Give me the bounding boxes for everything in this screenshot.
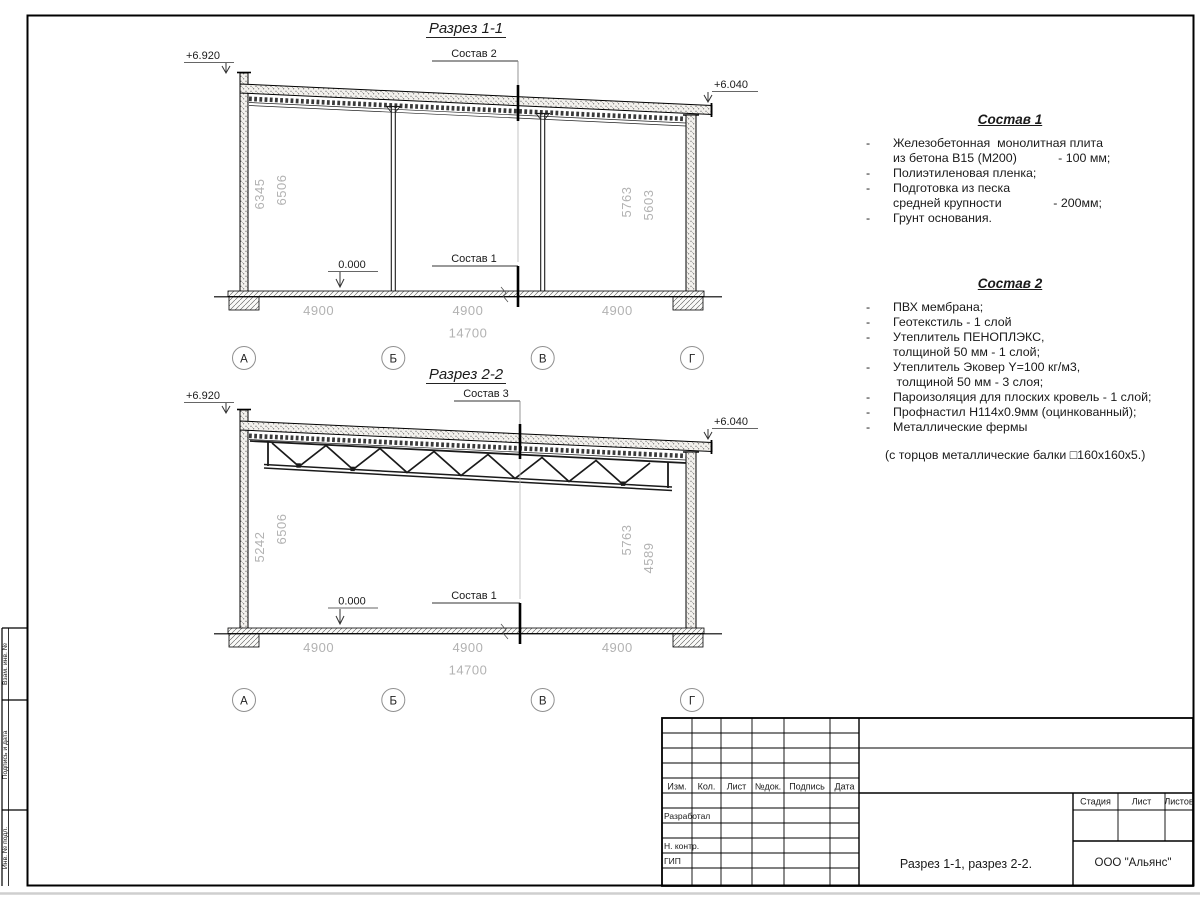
right-wall [683,452,699,633]
zero-level-mark [328,259,378,287]
axis-letter: Г [688,353,696,366]
note-line [845,330,1175,345]
composition-1-notes [845,112,1175,226]
dim-label: 5763 [619,524,634,556]
right-wall [683,115,699,297]
stamp-col-podpis: Подпись [789,781,825,792]
side-label: Подпись и дата [2,730,9,780]
foundation-pad [673,297,703,310]
span-dim: 4900 [601,640,633,655]
note-line [845,181,1175,196]
interior-column-b [386,107,401,292]
span-dim: 4900 [303,303,335,318]
note-line [845,360,1175,375]
stamp-company: ООО "Альянс" [1094,857,1172,869]
bullet-dash [845,375,893,390]
note-text: Пароизоляция для плоских кровель - 1 слой; [893,390,1152,404]
note-line [845,300,1175,315]
elevation-value: +6.920 [186,390,220,402]
note-line [845,166,1175,181]
foundation-pad [229,297,259,310]
note-text: Утеплитель ПЕНОПЛЭКС, [893,330,1045,344]
axis-letter: Б [389,353,398,366]
axis-bubbles [233,689,704,712]
stamp-row-nkontr: Н. контр. [664,841,700,851]
stamp-col-izm: Изм. [667,781,687,792]
note-line [845,420,1175,435]
composition-leaders [432,48,518,307]
note-text: Железобетонная монолитная плита [893,136,1103,150]
level-value: 0.000 [338,595,366,608]
composition-1-title: Состав 1 [977,112,1043,127]
note-text: Подготовка из песка [893,181,1011,195]
zero-level-mark [328,596,378,625]
leader-label: Состав 1 [451,590,497,602]
composition-leaders [432,388,520,644]
note-text: Профнастил Н114х0.9мм (оцинкованный); [893,405,1137,419]
note-text: Грунт основания. [893,211,992,225]
bullet-dash: - [866,420,871,434]
note-line [845,390,1175,405]
dim-label: 5763 [619,186,634,218]
leader-label: Состав 1 [451,253,497,265]
dim-label: 5603 [641,189,656,221]
stamp-col-list: Лист [726,781,747,792]
level-value: 0.000 [338,259,366,271]
axis-letter: В [538,353,547,366]
note-text: толщиной 50 мм - 1 слой; [893,345,1041,359]
span-dim: 4900 [452,640,484,655]
axis-letter: А [240,353,248,366]
steel-truss [250,441,686,491]
bullet-dash: - [866,405,871,419]
section-2-2 [184,366,758,712]
total-dim: 14700 [448,325,488,341]
bullet-dash [845,151,893,166]
elevation-mark-right [704,416,758,439]
foundation-pad [673,634,703,647]
gusset [297,464,300,467]
bullet-dash: - [866,166,871,180]
stamp-col-ndok: №док. [754,781,782,792]
note-text: Геотекстиль - 1 слой [893,315,1012,329]
roof-slab [240,84,712,126]
horizontal-dimensions [238,299,698,346]
axis-letter: А [240,695,248,708]
bullet-dash: - [866,300,871,314]
axis-letter: Г [688,695,696,708]
title-block [662,718,1194,886]
note-text: Металлические фермы [893,420,1028,434]
bullet-dash: - [866,330,871,344]
bullet-dash: - [866,315,871,329]
note-line [845,448,1175,463]
interior-column-v [535,114,550,292]
bullet-dash: - [866,211,871,225]
span-dim: 4900 [303,640,335,655]
composition-2-notes [845,276,1175,463]
note-line [845,136,1175,151]
note-line [845,405,1175,420]
note-line [845,345,1175,360]
bullet-dash [845,448,885,463]
note-line [845,196,1175,211]
side-label: Инв. № подл. [2,826,9,870]
foundation-pad [229,634,259,647]
stamp-sheets-header: Листов [1164,796,1194,807]
dim-label: 6506 [274,174,289,206]
leader-label: Состав 3 [463,388,509,400]
note-text: средней крупности - 200мм; [893,196,1102,210]
stamp-sheet-header: Лист [1131,796,1152,807]
elevation-value: +6.040 [714,79,748,91]
dim-label: 4589 [641,542,656,574]
dim-label: 6345 [252,178,267,210]
stamp-stage-header: Стадия [1080,796,1111,807]
note-text: Полиэтиленовая пленка; [893,166,1037,180]
note-line [845,315,1175,330]
section-1-1 [184,20,758,370]
elevation-mark-left [184,390,234,413]
axis-letter: Б [389,695,398,708]
bullet-dash [845,345,893,360]
axis-letter: В [538,695,547,708]
note-line [845,151,1175,166]
elevation-mark-left [184,50,234,73]
roof-slab [240,421,712,460]
note-text: из бетона В15 (М200) - 100 мм; [893,151,1111,165]
dim-label: 5242 [252,531,267,563]
left-wall [237,410,251,634]
note-text: (с торцов металлические балки □160х160х5.) [885,448,1146,462]
note-line [845,211,1175,226]
bullet-dash: - [866,360,871,374]
elevation-value: +6.920 [186,50,220,62]
left-margin-stamp [2,628,27,886]
bullet-dash: - [866,390,871,404]
elevation-value: +6.040 [714,416,748,428]
note-text: толщиной 50 мм - 3 слоя; [893,375,1044,389]
stamp-col-kol: Кол. [697,781,716,792]
note-text: Утеплитель Эковер Y=100 кг/м3, [893,360,1081,374]
left-wall [237,73,251,298]
span-dim: 4900 [452,303,484,318]
stamp-doc-title: Разрез 1-1, разрез 2-2. [899,857,1033,871]
stamp-row-razrabotal: Разработал [664,811,711,821]
note-line [845,375,1175,390]
stamp-row-gip: ГИП [664,856,681,866]
bullet-dash [845,196,893,211]
gusset [621,482,624,485]
dim-label: 6506 [274,513,289,545]
stamp-col-data: Дата [834,781,855,792]
composition-2-title: Состав 2 [977,276,1043,291]
section2-title: Разрез 2-2 [428,366,504,383]
gusset [351,467,354,470]
horizontal-dimensions [238,636,698,688]
bullet-dash: - [866,136,871,150]
span-dim: 4900 [601,303,633,318]
leader-label: Состав 2 [451,48,497,60]
note-text: ПВХ мембрана; [893,300,984,314]
section1-title: Разрез 1-1 [428,20,504,37]
side-label: Взам. инв. № [2,642,9,686]
bullet-dash: - [866,181,871,195]
total-dim: 14700 [448,662,488,678]
elevation-mark-right [704,79,758,102]
